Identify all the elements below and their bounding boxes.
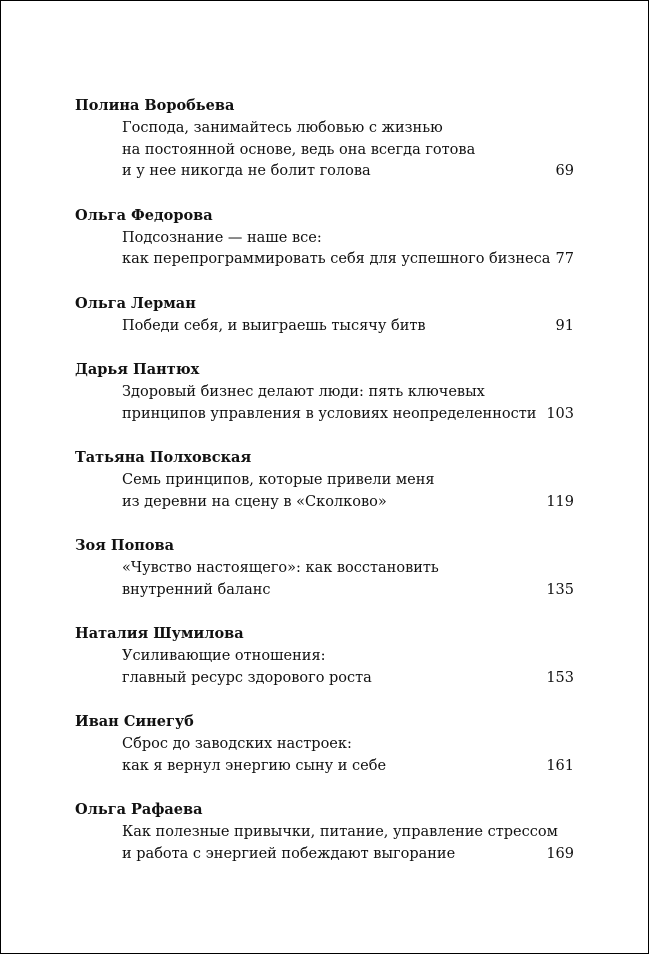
entry-author: Татьяна Полховская [75,449,252,466]
entry-title-line: Семь принципов, которые привели меня [122,472,435,488]
entry-title [122,558,574,601]
toc-entry [75,360,574,425]
entry-page-number: 103 [546,405,574,422]
toc-entry [75,448,574,513]
entry-title-line: главный ресурс здорового роста [122,669,372,686]
entry-page-number: 169 [546,845,574,862]
entry-title-line: внутренний баланс [122,581,271,598]
entry-title [122,228,574,271]
entry-title [122,646,574,689]
entry-title-line: Подсознание — наше все: [122,229,322,246]
entry-author: Полина Воробьева [75,97,235,114]
entry-page-number: 135 [546,581,574,598]
entry-title [122,118,574,183]
entry-title-line: Сброс до заводских настроек: [122,736,352,752]
entry-title [122,470,574,513]
entry-title-line: как я вернул энергию сыну и себе [122,757,387,774]
entry-title-line: из деревни на сцену в «Сколково» [122,493,387,510]
entry-title-line: на постоянной основе, ведь она всегда готова [122,141,476,158]
entry-author: Ольга Лерман [75,294,196,312]
entry-title-line: Здоровый бизнес делают люди: пять ключевых [122,384,485,400]
toc-entry [75,800,574,865]
entry-title [122,734,574,777]
entry-author: Ольга Федорова [75,206,213,224]
table-of-contents [75,96,574,865]
entry-author: Ольга Рафаева [75,801,203,818]
entry-page-number: 77 [555,251,574,267]
entry-title [122,316,574,338]
entry-title-line: и работа с энергией побеждают выгорание [122,845,456,862]
entry-title-line: Как полезные привычки, питание, управление стрессом [122,824,558,840]
toc-entry [75,712,574,777]
entry-title-line: Усиливающие отношения: [122,648,326,664]
toc-entry [75,96,574,183]
entry-page-number: 69 [555,163,574,179]
entry-title [122,822,574,865]
entry-title-line: принципов управления в условиях неопределенности [122,405,537,422]
entry-page-number: 161 [546,757,574,774]
entry-author: Зоя Попова [75,537,175,554]
entry-title-line: как перепрограммировать себя для успешного бизнеса [122,251,551,267]
entry-page-number: 153 [546,669,574,686]
entry-title-line: Господа, занимайтесь любовью с жизнью [122,120,443,136]
entry-title-line: и у нее никогда не болит голова [122,163,371,179]
toc-entry [75,536,574,601]
toc-entry [75,294,574,338]
entry-page-number: 91 [555,317,574,334]
entry-author: Дарья Пантюх [75,361,200,378]
toc-entry [75,624,574,689]
entry-title-line: Победи себя, и выиграешь тысячу битв [122,317,426,334]
entry-title-line: «Чувство настоящего»: как восстановить [122,560,439,576]
entry-author: Иван Синегуб [75,713,194,730]
entry-title [122,382,574,425]
entry-page-number: 119 [546,493,574,510]
toc-entry [75,206,574,271]
entry-author: Наталия Шумилова [75,625,244,642]
